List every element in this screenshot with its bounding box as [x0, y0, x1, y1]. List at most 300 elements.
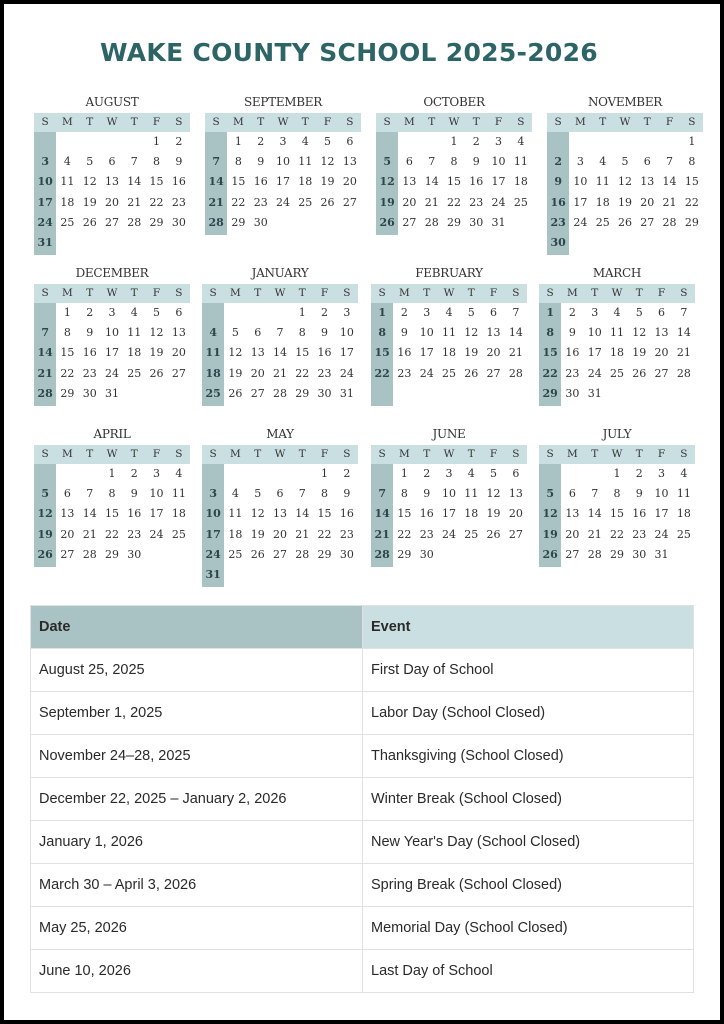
day-cell: 6	[490, 306, 498, 319]
week-row	[376, 132, 532, 152]
week-row	[539, 484, 695, 504]
month-name: OCTOBER	[423, 95, 485, 109]
day-cell: 3	[209, 487, 217, 501]
month-july	[539, 425, 695, 565]
weekday-label: W	[448, 116, 460, 128]
day-cell: 9	[472, 155, 480, 169]
day-cell: 25	[441, 366, 456, 380]
weekday-label: S	[343, 287, 351, 299]
day-cell: 1	[378, 306, 386, 319]
day-cell	[569, 132, 591, 152]
day-cell: 9	[257, 155, 265, 169]
day-cell: 18	[171, 507, 186, 521]
day-cell: 25	[127, 366, 142, 380]
week-row	[202, 323, 358, 343]
day-cell: 18	[464, 507, 479, 521]
day-cell: 29	[104, 547, 119, 561]
week-row	[371, 384, 527, 404]
weekday-label: S	[383, 116, 391, 128]
day-cell: 27	[171, 366, 186, 380]
day-cell: 28	[127, 215, 142, 229]
month-grid	[376, 113, 532, 233]
weekday-label: W	[443, 287, 455, 299]
weekday-label: F	[320, 287, 329, 299]
day-cell: 17	[37, 195, 53, 209]
day-cell	[101, 233, 123, 253]
weekday-label: S	[209, 287, 217, 299]
month-grid	[202, 284, 358, 404]
day-cell: 17	[491, 175, 506, 189]
day-cell: 9	[400, 326, 408, 340]
day-cell: 17	[275, 175, 290, 189]
week-row	[371, 464, 527, 484]
day-cell: 10	[339, 326, 354, 340]
day-cell: 11	[595, 175, 610, 189]
day-cell: 21	[374, 527, 390, 541]
day-cell: 3	[423, 306, 431, 319]
day-cell: 17	[149, 507, 164, 521]
day-cell: 4	[63, 155, 71, 169]
week-row	[539, 303, 695, 323]
day-cell: 15	[104, 507, 119, 521]
week-row	[539, 525, 695, 545]
day-cell: 21	[676, 346, 691, 360]
day-cell: 23	[419, 527, 434, 541]
day-cell: 16	[339, 507, 354, 521]
day-cell: 24	[104, 366, 119, 380]
week-row	[376, 213, 532, 233]
day-cell: 26	[320, 195, 335, 209]
month-april	[34, 425, 190, 565]
day-cell: 30	[82, 386, 97, 400]
day-cell: 20	[402, 195, 417, 209]
day-cell: 25	[298, 195, 313, 209]
day-cell: 20	[342, 175, 357, 189]
day-cell: 10	[149, 487, 164, 501]
day-cell: 2	[472, 135, 480, 148]
day-cell	[202, 303, 224, 323]
day-cell: 10	[573, 175, 588, 189]
day-cell: 7	[378, 487, 386, 501]
day-cell: 29	[231, 215, 246, 229]
day-cell: 9	[86, 326, 94, 340]
month-november	[547, 93, 703, 253]
day-cell: 6	[405, 155, 413, 169]
weekday-header	[34, 113, 190, 132]
day-cell: 12	[228, 346, 243, 360]
day-cell: 16	[550, 195, 566, 209]
week-row	[371, 323, 527, 343]
day-cell: 18	[513, 175, 528, 189]
day-cell	[636, 233, 658, 253]
weekday-label: M	[62, 448, 73, 460]
day-cell: 1	[450, 135, 458, 148]
day-cell: 8	[546, 326, 554, 340]
day-cell: 12	[617, 175, 632, 189]
day-cell: 17	[104, 346, 119, 360]
day-cell: 3	[343, 306, 351, 319]
day-cell: 20	[640, 195, 655, 209]
day-cell: 30	[419, 547, 434, 561]
day-cell	[224, 303, 246, 323]
weekday-label: S	[512, 448, 520, 460]
week-row	[376, 193, 532, 213]
day-cell: 20	[272, 527, 287, 541]
day-cell: 9	[423, 487, 431, 501]
day-cell: 12	[250, 507, 265, 521]
month-grid	[34, 284, 190, 404]
weekday-label: S	[175, 448, 183, 460]
day-cell: 20	[60, 527, 75, 541]
day-cell: 9	[554, 175, 562, 189]
weekday-header	[371, 284, 527, 303]
day-cell	[681, 233, 703, 253]
day-cell: 4	[130, 306, 138, 319]
week-row	[205, 172, 361, 192]
month-name: JUNE	[432, 427, 466, 441]
day-cell: 8	[153, 155, 161, 169]
day-cell: 29	[317, 547, 332, 561]
month-december	[34, 264, 190, 404]
week-row	[539, 384, 695, 404]
day-cell	[145, 233, 167, 253]
day-cell: 6	[254, 326, 262, 340]
weekday-label: S	[680, 287, 688, 299]
day-cell: 12	[632, 326, 647, 340]
day-cell	[371, 464, 393, 484]
day-cell: 16	[127, 507, 142, 521]
event-name: First Day of School	[363, 649, 694, 692]
day-cell: 24	[275, 195, 290, 209]
day-cell: 26	[37, 547, 53, 561]
day-cell	[34, 464, 56, 484]
day-cell	[658, 132, 680, 152]
day-cell: 10	[205, 507, 221, 521]
day-cell: 24	[37, 215, 53, 229]
weekday-label: F	[152, 448, 161, 460]
week-row	[371, 343, 527, 363]
month-name: DECEMBER	[75, 266, 149, 280]
day-cell: 16	[171, 175, 186, 189]
day-cell: 3	[279, 135, 287, 148]
day-cell	[339, 213, 361, 233]
day-cell: 22	[231, 195, 246, 209]
weekday-label: M	[230, 448, 241, 460]
day-cell: 11	[205, 346, 221, 360]
day-cell: 10	[654, 487, 669, 501]
day-cell: 23	[397, 366, 412, 380]
day-cell: 30	[317, 386, 332, 400]
day-cell: 30	[469, 215, 484, 229]
day-cell: 11	[298, 155, 313, 169]
day-cell: 13	[250, 346, 265, 360]
day-cell	[224, 464, 246, 484]
day-cell: 3	[41, 155, 49, 169]
week-row	[539, 364, 695, 384]
weekday-header	[547, 113, 703, 132]
day-cell: 14	[424, 175, 439, 189]
day-cell: 19	[37, 527, 53, 541]
day-cell: 22	[295, 366, 310, 380]
month-name: AUGUST	[85, 95, 139, 109]
day-cell: 3	[658, 467, 666, 480]
day-cell: 16	[253, 175, 268, 189]
week-row	[371, 545, 527, 565]
day-cell: 5	[621, 155, 629, 169]
day-cell: 31	[339, 386, 354, 400]
day-cell: 2	[175, 135, 183, 148]
day-cell	[614, 233, 636, 253]
day-cell: 20	[171, 346, 186, 360]
event-name: Winter Break (School Closed)	[363, 778, 694, 821]
day-cell: 2	[257, 135, 265, 148]
weekday-label: S	[378, 287, 386, 299]
week-row	[547, 172, 703, 192]
day-cell: 10	[491, 155, 506, 169]
day-cell: 2	[568, 306, 576, 319]
week-row	[202, 364, 358, 384]
day-cell: 29	[295, 386, 310, 400]
day-cell: 12	[37, 507, 53, 521]
week-row	[539, 323, 695, 343]
weekday-label: F	[489, 448, 498, 460]
week-row	[34, 303, 190, 323]
day-cell: 26	[542, 547, 558, 561]
day-cell: 18	[205, 366, 221, 380]
week-row	[202, 484, 358, 504]
day-cell: 24	[491, 195, 506, 209]
week-row	[34, 484, 190, 504]
week-row	[376, 172, 532, 192]
day-cell	[123, 132, 145, 152]
day-cell: 24	[205, 547, 221, 561]
day-cell	[247, 565, 269, 585]
day-cell: 29	[60, 386, 75, 400]
day-cell: 28	[662, 215, 677, 229]
day-cell: 24	[339, 366, 354, 380]
day-cell	[294, 213, 316, 233]
day-cell: 26	[379, 215, 395, 229]
table-row	[31, 864, 694, 907]
day-cell: 27	[402, 215, 417, 229]
table-row	[31, 907, 694, 950]
day-cell: 14	[676, 326, 691, 340]
day-cell: 8	[400, 487, 408, 501]
weekday-header	[371, 445, 527, 464]
day-cell: 9	[343, 487, 351, 501]
weekday-label: S	[343, 448, 351, 460]
week-row	[202, 303, 358, 323]
day-cell: 1	[321, 467, 329, 480]
weekday-label: T	[635, 448, 643, 460]
table-row	[31, 649, 694, 692]
day-cell: 19	[632, 346, 647, 360]
day-cell: 4	[445, 306, 453, 319]
weekday-label: M	[399, 448, 410, 460]
weekday-label: F	[657, 448, 666, 460]
week-row	[371, 484, 527, 504]
week-row	[34, 172, 190, 192]
weekday-label: T	[130, 448, 138, 460]
day-cell: 25	[609, 366, 624, 380]
weekday-label: W	[611, 448, 623, 460]
day-cell	[421, 132, 443, 152]
day-cell: 26	[149, 366, 164, 380]
day-cell: 2	[343, 467, 351, 480]
weekday-header	[539, 284, 695, 303]
day-cell: 4	[613, 306, 621, 319]
event-date: January 1, 2026	[31, 821, 363, 864]
day-cell	[34, 303, 56, 323]
day-cell: 1	[63, 306, 71, 319]
day-cell	[247, 303, 269, 323]
month-february	[371, 264, 527, 404]
weekday-label: T	[591, 448, 599, 460]
week-row	[539, 464, 695, 484]
day-cell: 18	[609, 346, 624, 360]
day-cell: 5	[546, 487, 554, 501]
month-october	[376, 93, 532, 233]
day-cell: 19	[250, 527, 265, 541]
day-cell: 25	[228, 547, 243, 561]
weekday-header	[202, 284, 358, 303]
day-cell: 27	[60, 547, 75, 561]
day-cell: 6	[512, 467, 520, 480]
day-cell: 1	[546, 306, 554, 319]
day-cell: 9	[321, 326, 329, 340]
weekday-label: S	[512, 287, 520, 299]
day-cell: 15	[317, 507, 332, 521]
weekday-label: S	[41, 116, 49, 128]
day-cell	[291, 464, 313, 484]
weekday-label: M	[567, 287, 578, 299]
day-cell: 5	[41, 487, 49, 501]
day-cell: 21	[37, 366, 53, 380]
day-cell	[510, 213, 532, 233]
day-cell: 10	[587, 326, 602, 340]
day-cell: 10	[275, 155, 290, 169]
day-cell	[56, 132, 78, 152]
day-cell	[673, 545, 695, 565]
weekday-label: F	[489, 287, 498, 299]
week-row	[371, 504, 527, 524]
day-cell: 27	[272, 547, 287, 561]
day-cell: 3	[591, 306, 599, 319]
week-row	[202, 525, 358, 545]
week-row	[547, 132, 703, 152]
weekday-label: M	[62, 116, 73, 128]
day-cell: 3	[576, 155, 584, 169]
month-may	[202, 425, 358, 585]
day-cell: 8	[321, 487, 329, 501]
day-cell: 20	[104, 195, 119, 209]
day-cell	[398, 132, 420, 152]
day-cell	[460, 545, 482, 565]
day-cell: 12	[464, 326, 479, 340]
day-cell: 4	[467, 467, 475, 480]
day-cell: 27	[486, 366, 501, 380]
day-cell: 25	[595, 215, 610, 229]
day-cell	[291, 565, 313, 585]
weekday-label: T	[86, 116, 94, 128]
day-cell: 13	[402, 175, 417, 189]
month-name: FEBRUARY	[415, 266, 483, 280]
week-row	[539, 343, 695, 363]
day-cell	[505, 384, 527, 404]
weekday-label: W	[274, 287, 286, 299]
event-name: Memorial Day (School Closed)	[363, 907, 694, 950]
day-cell: 3	[108, 306, 116, 319]
week-row	[547, 152, 703, 172]
day-cell: 7	[666, 155, 674, 169]
weekday-label: T	[86, 448, 94, 460]
month-march	[539, 264, 695, 404]
week-row	[205, 213, 361, 233]
weekday-label: T	[428, 116, 436, 128]
week-row	[34, 525, 190, 545]
day-cell	[56, 233, 78, 253]
event-date: June 10, 2026	[31, 950, 363, 993]
day-cell: 11	[171, 487, 186, 501]
day-cell: 31	[654, 547, 669, 561]
day-cell: 1	[298, 306, 306, 319]
day-cell	[592, 233, 614, 253]
weekday-label: T	[298, 448, 306, 460]
day-cell: 5	[231, 326, 239, 340]
day-cell: 10	[104, 326, 119, 340]
day-cell: 29	[149, 215, 164, 229]
day-cell: 12	[379, 175, 395, 189]
week-row	[34, 193, 190, 213]
day-cell: 8	[234, 155, 242, 169]
day-cell: 29	[542, 386, 558, 400]
day-cell: 3	[153, 467, 161, 480]
weekday-label: M	[230, 287, 241, 299]
day-cell: 23	[632, 527, 647, 541]
day-cell: 7	[428, 155, 436, 169]
day-cell	[376, 132, 398, 152]
day-cell: 18	[676, 507, 691, 521]
week-row	[539, 504, 695, 524]
month-grid	[539, 284, 695, 404]
day-cell: 27	[250, 386, 265, 400]
day-cell: 15	[446, 175, 461, 189]
weekday-label: T	[130, 287, 138, 299]
day-cell: 31	[37, 235, 53, 249]
day-cell: 11	[228, 507, 243, 521]
day-cell	[505, 545, 527, 565]
day-cell: 17	[205, 527, 221, 541]
weekday-label: W	[611, 287, 623, 299]
table-row	[31, 735, 694, 778]
weekday-label: S	[175, 287, 183, 299]
day-cell: 13	[342, 155, 357, 169]
weekday-label: F	[494, 116, 503, 128]
weekday-label: S	[346, 116, 354, 128]
day-cell: 6	[63, 487, 71, 501]
day-cell: 30	[339, 547, 354, 561]
day-cell: 23	[253, 195, 268, 209]
day-cell: 19	[542, 527, 558, 541]
week-row	[202, 565, 358, 585]
event-date: March 30 – April 3, 2026	[31, 864, 363, 907]
day-cell: 18	[127, 346, 142, 360]
weekday-label: F	[323, 116, 332, 128]
day-cell: 1	[108, 467, 116, 480]
weekday-label: S	[546, 448, 554, 460]
weekday-label: W	[106, 448, 118, 460]
month-january	[202, 264, 358, 404]
